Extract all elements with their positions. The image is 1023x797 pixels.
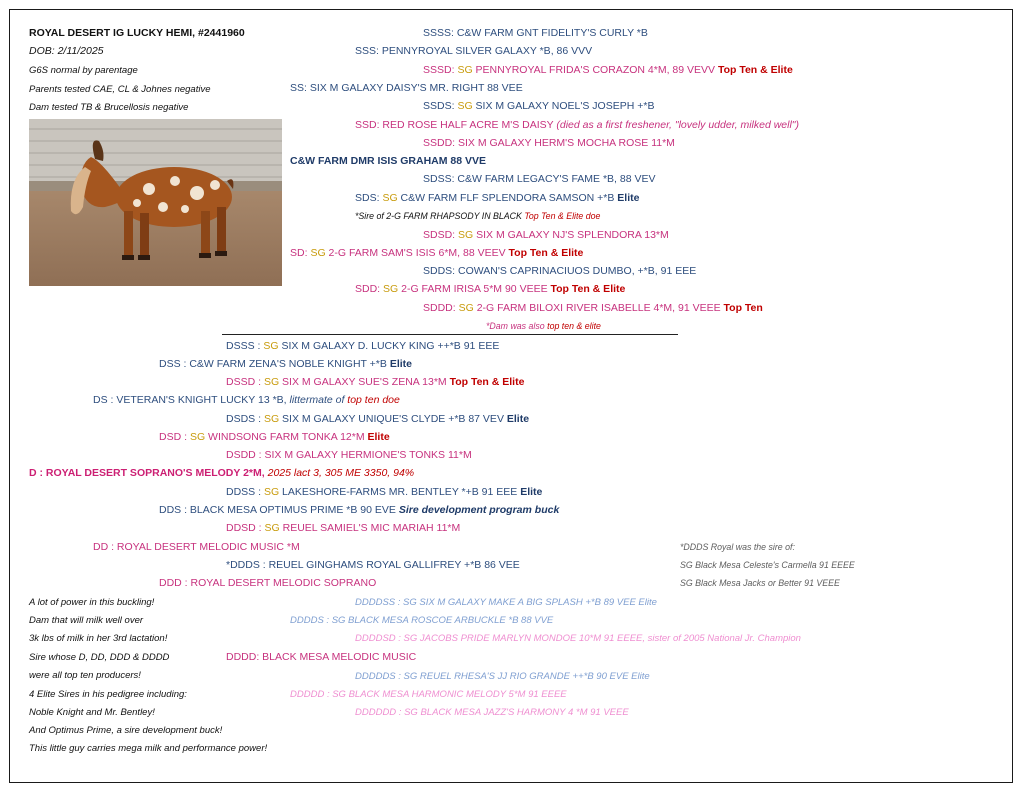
animal-name: ROYAL DESERT IG LUCKY HEMI, #2441960: [29, 27, 245, 39]
dssd: DSSD : SG SIX M GALAXY SUE'S ZENA 13*M Top Ten & Elite: [226, 376, 525, 388]
sdss: SDSS: C&W FARM LEGACY'S FAME *B, 88 VEV: [423, 173, 656, 185]
comment-line: Sire whose D, DD, DDD & DDDD: [29, 652, 170, 663]
comment-line: And Optimus Prime, a sire development buck!: [29, 725, 223, 736]
ssd: SSD: RED ROSE HALF ACRE M'S DAISY (died as a first freshener, "lovely udder, milked well"): [355, 119, 800, 131]
ddddds: DDDDDS : SG REUEL RHESA'S JJ RIO GRANDE ++*B 90 EVE Elite: [355, 671, 650, 682]
comment-line: A lot of power in this buckling!: [29, 597, 155, 608]
ddddss: DDDDSS : SG SIX M GALAXY MAKE A BIG SPLASH +*B 89 VEE Elite: [355, 597, 657, 608]
sd: SD: SG 2-G FARM SAM'S ISIS 6*M, 88 VEEV Top Ten & Elite: [290, 247, 584, 259]
ssss: SSSS: C&W FARM GNT FIDELITY'S CURLY *B: [423, 27, 648, 39]
dss: DSS : C&W FARM ZENA'S NOBLE KNIGHT +*B Elite: [159, 358, 413, 370]
sddd-note: *Dam was also top ten & elite: [486, 321, 601, 331]
sddd: SDDD: SG 2-G FARM BILOXI RIVER ISABELLE 4*M, 91 VEEE Top Ten: [423, 302, 763, 314]
sds: SDS: SG C&W FARM FLF SPLENDORA SAMSON +*B Elite: [355, 192, 640, 204]
ddddsd: DDDDSD : SG JACOBS PRIDE MARLYN MONDOE 10*M 91 EEEE, sister of 2005 National Jr. Champion: [355, 633, 801, 644]
dd: DD : ROYAL DESERT MELODIC MUSIC *M: [93, 541, 300, 553]
dob: DOB: 2/11/2025: [29, 45, 104, 57]
sdds: SDDS: COWAN'S CAPRINACIUOS DUMBO, +*B, 91 EEE: [423, 265, 697, 277]
dsdd: DSDD : SIX M GALAXY HERMIONE'S TONKS 11*M: [226, 449, 472, 461]
comment-line: 3k lbs of milk in her 3rd lactation!: [29, 633, 168, 644]
comment-line: were all top ten producers!: [29, 670, 141, 681]
sds-note: *Sire of 2-G FARM RHAPSODY IN BLACK Top Ten & Elite doe: [355, 211, 601, 221]
dsss: DSSS : SG SIX M GALAXY D. LUCKY KING ++*B 91 EEE: [226, 340, 500, 352]
goat-photo: [29, 119, 282, 286]
sss: SSS: PENNYROYAL SILVER GALAXY *B, 86 VVV: [355, 45, 593, 57]
comment-line: This little guy carries mega milk and performance power!: [29, 743, 268, 754]
sdsd: SDSD: SG SIX M GALAXY NJ'S SPLENDORA 13*M: [423, 229, 669, 241]
ssdd: SSDD: SIX M GALAXY HERM'S MOCHA ROSE 11*M: [423, 137, 675, 149]
dddds: DDDDS : SG BLACK MESA ROSCOE ARBUCKLE *B 88 VVE: [290, 615, 554, 626]
dds: DDS : BLACK MESA OPTIMUS PRIME *B 90 EVE Sire development program buck: [159, 504, 560, 516]
side-note-line-1: SG Black Mesa Celeste's Carmella 91 EEEE: [680, 560, 855, 570]
side-note-line-2: SG Black Mesa Jacks or Better 91 VEEE: [680, 578, 840, 588]
dsds: DSDS : SG SIX M GALAXY UNIQUE'S CLYDE +*B 87 VEV Elite: [226, 413, 530, 425]
sdd: SDD: SG 2-G FARM IRISA 5*M 90 VEEE Top Ten & Elite: [355, 283, 626, 295]
comment-line: Noble Knight and Mr. Bentley!: [29, 707, 155, 718]
ssds: SSDS: SG SIX M GALAXY NOEL'S JOSEPH +*B: [423, 100, 655, 112]
ss: SS: SIX M GALAXY DAISY'S MR. RIGHT 88 VEE: [290, 82, 523, 94]
dsd: DSD : SG WINDSONG FARM TONKA 12*M Elite: [159, 431, 390, 443]
comment-line: Dam that will milk well over: [29, 615, 144, 626]
dddd: DDDD: BLACK MESA MELODIC MUSIC: [226, 651, 417, 663]
ddd: DDD : ROYAL DESERT MELODIC SOPRANO: [159, 577, 377, 589]
ddds: *DDDS : REUEL GINGHAMS ROYAL GALLIFREY +*B 86 VEE: [226, 559, 520, 571]
parents-tested: Parents tested CAE, CL & Johnes negative: [29, 84, 211, 95]
ds: DS : VETERAN'S KNIGHT LUCKY 13 *B, littermate of top ten doe: [93, 394, 400, 406]
ddddd: DDDDD : SG BLACK MESA HARMONIC MELODY 5*M 91 EEEE: [290, 689, 567, 700]
side-note-title: *DDDS Royal was the sire of:: [680, 542, 795, 552]
sire: C&W FARM DMR ISIS GRAHAM 88 VVE: [290, 155, 487, 167]
sssd: SSSD: SG PENNYROYAL FRIDA'S CORAZON 4*M, 89 VEVV Top Ten & Elite: [423, 64, 793, 76]
dam: D : ROYAL DESERT SOPRANO'S MELODY 2*M, 2025 lact 3, 305 ME 3350, 94%: [29, 467, 415, 479]
sire-dam-divider: [222, 334, 678, 335]
ddsd: DDSD : SG REUEL SAMIEL'S MIC MARIAH 11*M: [226, 522, 461, 534]
dam-tested: Dam tested TB & Brucellosis negative: [29, 102, 189, 113]
ddss: DDSS : SG LAKESHORE-FARMS MR. BENTLEY *+B 91 EEE Elite: [226, 486, 543, 498]
g6s-status: G6S normal by parentage: [29, 65, 138, 76]
comment-line: 4 Elite Sires in his pedigree including:: [29, 689, 187, 700]
dddddd: DDDDDD : SG BLACK MESA JAZZ'S HARMONY 4 *M 91 VEEE: [355, 707, 629, 718]
